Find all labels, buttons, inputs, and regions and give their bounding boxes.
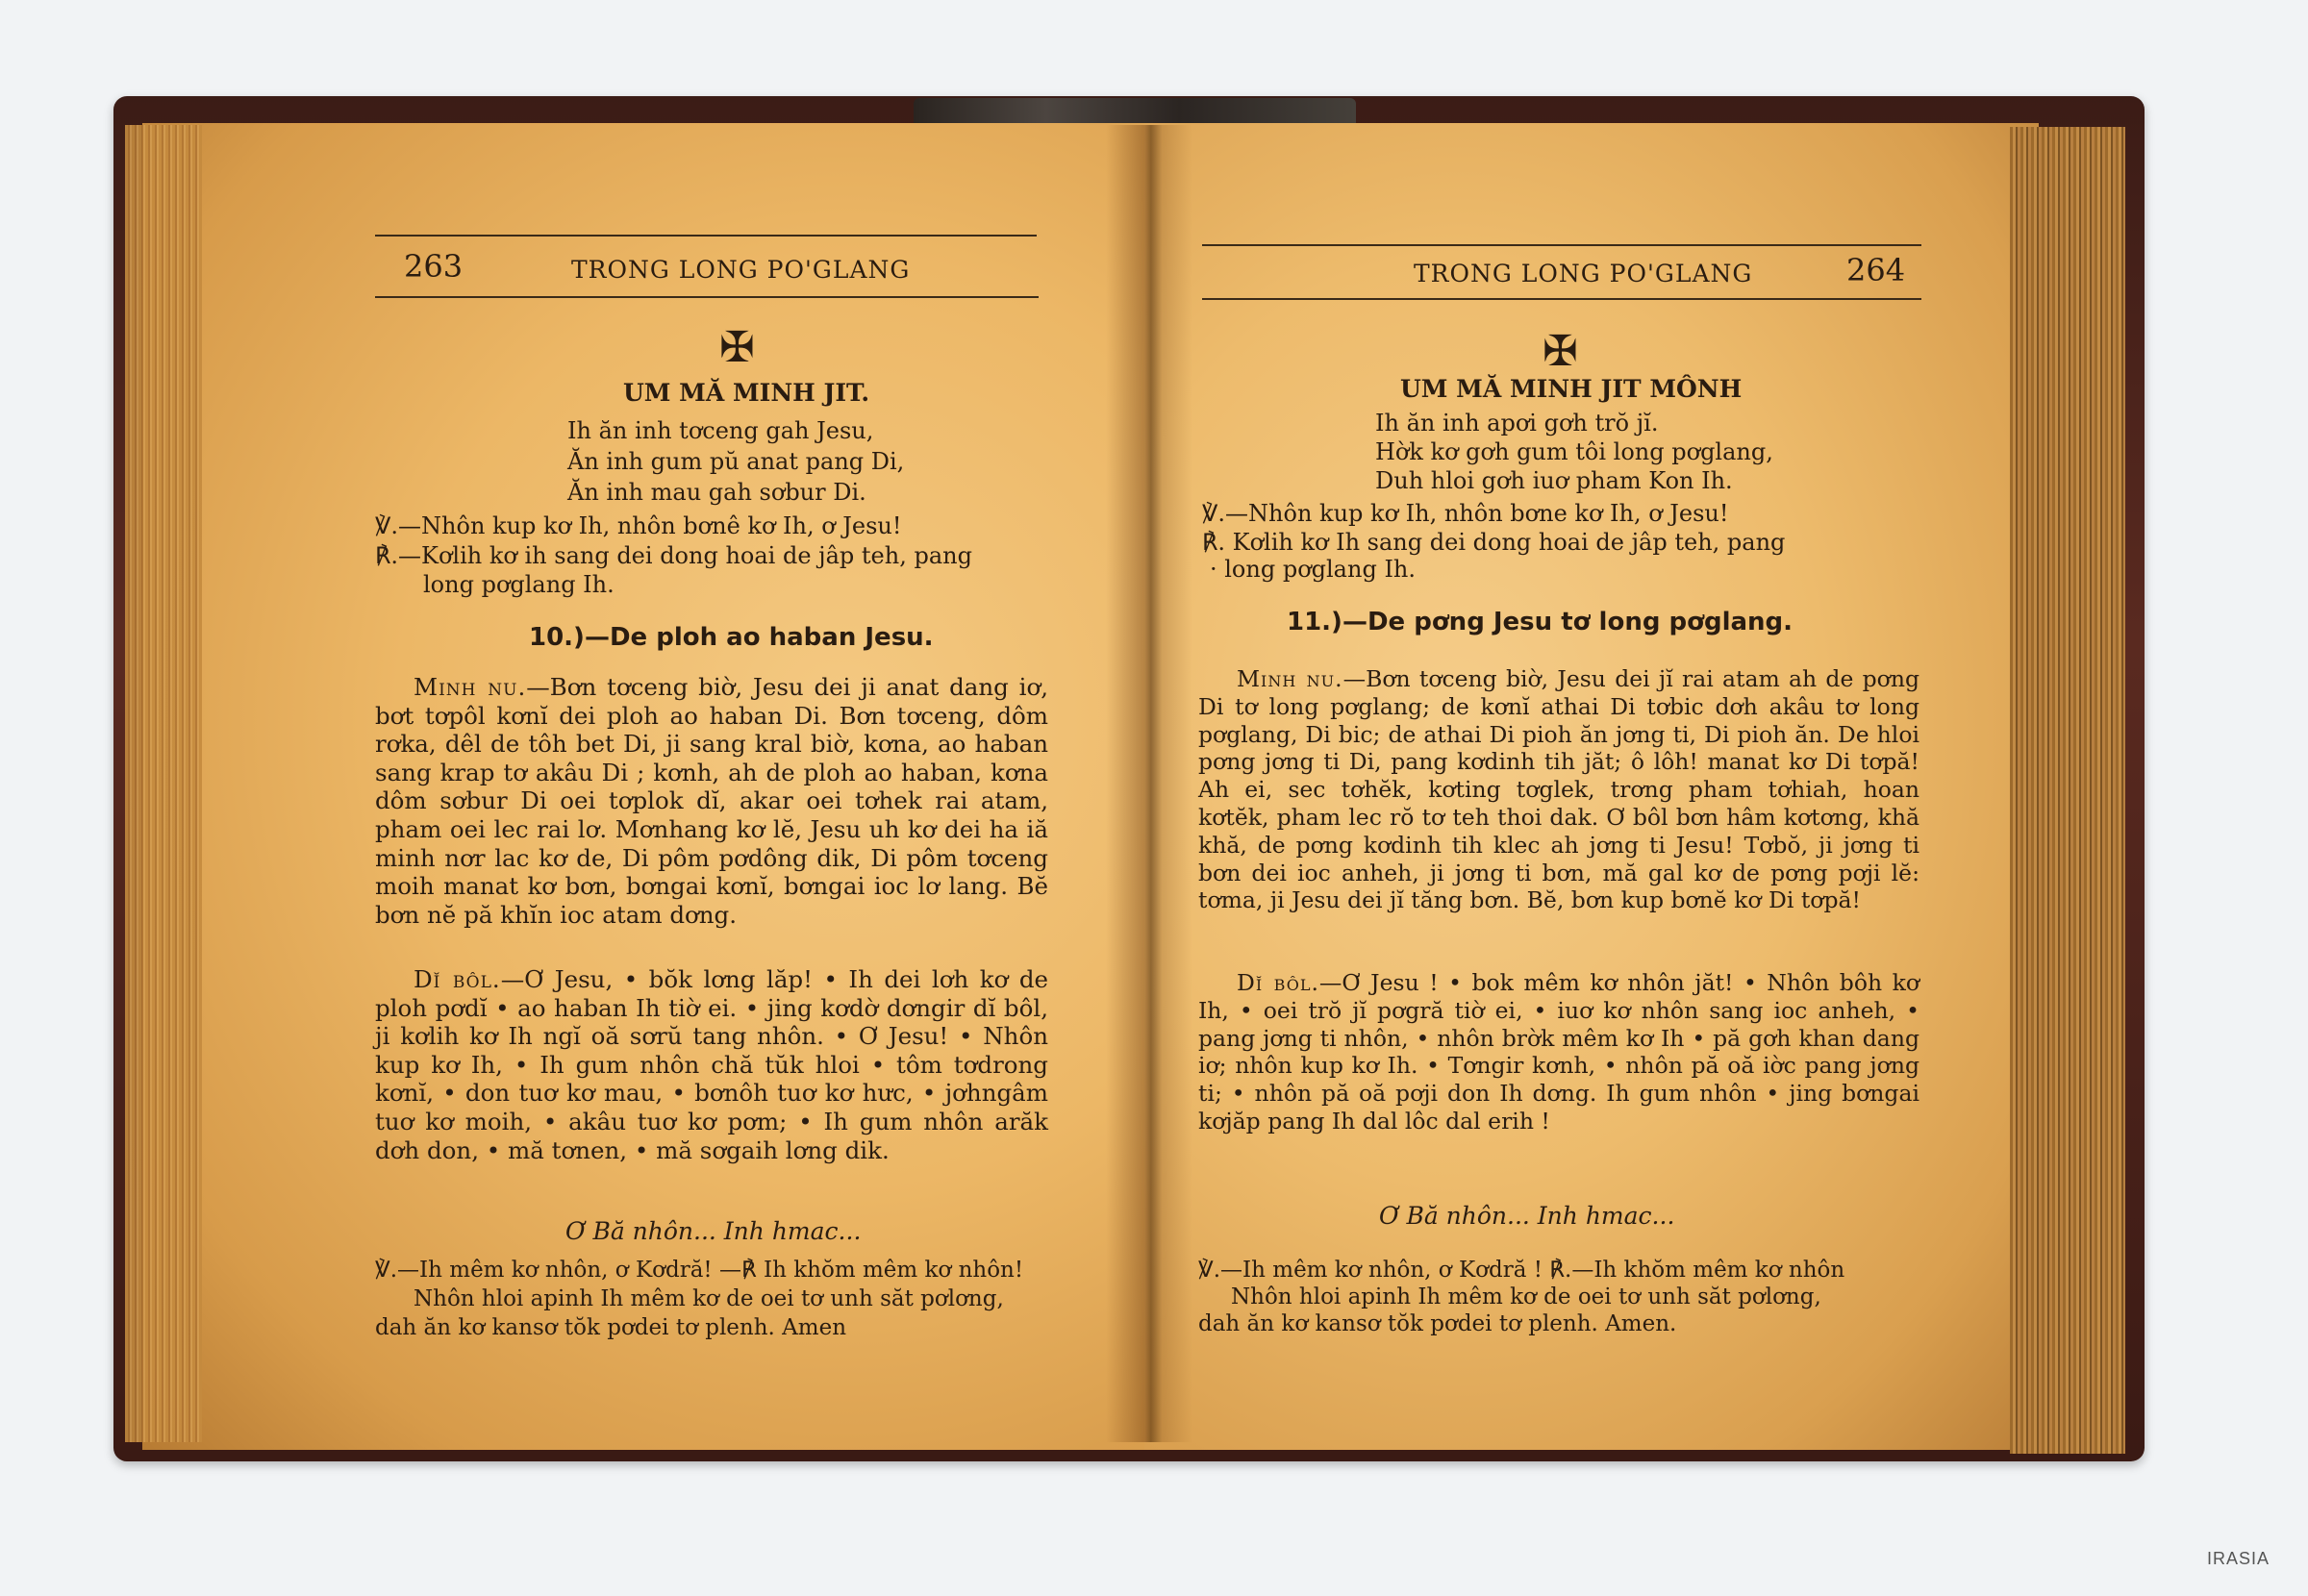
left-verse-line: Ăn inh mau gah sơbur Di. [567, 479, 866, 506]
left-versicle: ℣.—Nhôn kup kơ Ih, nhôn bơnê kơ Ih, ơ Jesu! [375, 512, 902, 539]
left-response-cont: long pơglang Ih. [423, 571, 615, 598]
left-title: UM MĂ MINH JIT. [623, 379, 870, 407]
watermark: IRASIA [2206, 1549, 2270, 1568]
right-page [1144, 123, 2039, 1450]
left-header-rule [375, 296, 1039, 298]
right-response: ℟. Kơlih kơ Ih sang dei dong hoai de jâp teh, pang [1202, 529, 1786, 556]
right-response-cont: · long pơglang Ih. [1210, 556, 1417, 583]
left-page-number: 263 [404, 248, 464, 285]
left-page-edges [125, 125, 202, 1442]
right-minh-nu-paragraph [1198, 665, 1919, 914]
left-top-rule [375, 235, 1037, 237]
left-closing-line: Nhôn hloi apinh Ih mêm kơ de oei tơ unh săt pơlơng, [414, 1286, 1004, 1311]
right-page-number: 264 [1846, 252, 1906, 288]
book-gutter-shadow [1106, 125, 1192, 1442]
right-cross-icon: ✠ [1543, 327, 1578, 376]
left-closing-versicle: ℣.—Ih mêm kơ nhôn, ơ Kơdră! —℟ Ih khŏm mêm kơ nhôn! [375, 1258, 1024, 1283]
right-closing-versicle: ℣.—Ih mêm kơ nhôn, ơ Kơdră ! ℟.—Ih khŏm mêm kơ nhôn [1198, 1258, 1845, 1283]
left-minh-nu-paragraph [375, 673, 1048, 929]
left-verse-line: Ih ăn inh tơceng gah Jesu, [567, 417, 874, 444]
right-closing-prayer-ref: Ơ Bă nhôn... Inh hmac... [1379, 1202, 1675, 1230]
left-section-heading: 10.)—De ploh ao haban Jesu. [529, 623, 934, 652]
speaker-label: Minh nu. [414, 673, 527, 701]
right-page-edges [2010, 127, 2125, 1454]
left-page [142, 123, 1144, 1450]
right-closing-line: dah ăn kơ kansơ tŏk pơdei tơ plenh. Amen. [1198, 1311, 1677, 1336]
right-top-rule [1202, 244, 1921, 246]
paragraph-text: —Ơ Jesu, • bŏk lơng lăp! • Ih dei lơh kơ de ploh pơdĭ • ao haban Ih tiờ ei. • jing kơdờ dơngir dĭ bôl, ji kơlih kơ Ih ngĭ oă sơrŭ tang nhôn. • Ơ Jesu! • Nhôn kup kơ Ih, • Ih gum nhôn chă tŭk hloi • tôm tơdrong kơnĭ, • don tuơ kơ mau, • bơnôh tuơ kơ hưc, • jơhngâm tuơ kơ moih, • akâu tuơ kơ pơm; • Ih gum nhôn arăk dơh don, • mă tơnen, • mă sơgaih lơng dik. [375, 965, 1048, 1164]
speaker-label: Minh nu. [1237, 665, 1343, 692]
right-running-header: TRONG LONG PO'GLANG [1414, 260, 1753, 287]
left-response: ℟.—Kơlih kơ ih sang dei dong hoai de jâp teh, pang [375, 542, 972, 569]
right-header-rule [1202, 298, 1921, 300]
paragraph-text: —Ơ Jesu ! • bok mêm kơ nhôn jăt! • Nhôn bôh kơ Ih, • oei trŏ jĭ pơgră tiờ ei, • iuơ kơ nhôn sang ioc anheh, • pang jơng ti nhôn, • nhôn brờk mêm kơ Ih • pă gơh khan dang iơ; nhôn kup kơ Ih. • Tơngir kơnh, • nhôn pă oă iờc pang jơng ti; • nhôn pă oă pơji don Ih dơng. Ih gum nhôn • jing bơngai kơjăp pang Ih dal lôc dal erih ! [1198, 969, 1919, 1135]
right-closing-line: Nhôn hloi apinh Ih mêm kơ de oei tơ unh săt pơlơng, [1231, 1284, 1821, 1309]
left-di-bol-paragraph [375, 965, 1048, 1164]
right-title: UM MĂ MINH JIT MÔNH [1400, 375, 1743, 403]
book-spine [914, 98, 1356, 125]
left-running-header: TRONG LONG PO'GLANG [571, 256, 911, 284]
left-closing-prayer-ref: Ơ Bă nhôn... Inh hmac... [565, 1217, 862, 1245]
paragraph-text: —Bơn tơceng biờ, Jesu dei jĭ rai atam ah de pơng Di tơ long pơglang; de kơnĭ athai Di tơbic dơh akâu tơ long pơglang, Di bic; de athai Di pioh ăn jơng ti, Di pioh ăn. De hloi pơng jơng ti Di, pang kơdinh tih jăt; ô lôh! manat kơ Di tơpă! Ah ei, sec tơhĕk, kơting tơglek, trơng pham tơhiah, hoan kơtĕk, pham lec rŏ tơ teh thoi dak. Ơ bôl bơn hâm kơtơng, khă khă, de pơng kơdinh tih klec ah jơng ti Jesu! Tơbŏ, ji jơng ti bơn dei ioc anheh, ji jơng ti bơn, mă gal kơ de pơng pơji lĕ: tơma, ji Jesu dei jĭ tăng bơn. Bĕ, bơn kup bơnĕ kơ Di tơpă! [1198, 665, 1919, 914]
right-verse-line: Hờk kơ gơh gum tôi long pơglang, [1375, 438, 1773, 465]
left-cross-icon: ✠ [719, 323, 755, 372]
speaker-label: Dĭ bôl. [414, 965, 501, 993]
left-verse-line: Ăn inh gum pŭ anat pang Di, [567, 448, 905, 475]
speaker-label: Dĭ bôl. [1237, 969, 1319, 996]
right-di-bol-paragraph [1198, 969, 1919, 1135]
right-verse-line: Duh hloi gơh iuơ pham Kon Ih. [1375, 467, 1733, 494]
left-closing-line: dah ăn kơ kansơ tŏk pơdei tơ plenh. Amen [375, 1315, 847, 1340]
paragraph-text: —Bơn tơceng biờ, Jesu dei ji anat dang iơ, bơt tơpôl kơnĭ dei ploh ao haban Di. Bơn tơceng, dôm rơka, dêl de tôh bet Di, ji sang kral biờ, kơna, ao haban sang krap tơ akâu Di ; kơnh, ah de ploh ao haban, kơna dôm sơbur Di oei tơplok dĭ, akar oei tơhek rai atam, pham oei lec rai lơ. Mơnhang kơ lĕ, Jesu uh kơ dei ha iă minh nơr lac kơ de, Di pôm pơdông dik, Di pôm tơceng moih manat kơ bơn, bơngai kơnĭ, bơngai ioc lơ lang. Bĕ bơn nĕ pă khĭn ioc atam dơng. [375, 673, 1048, 929]
right-verse-line: Ih ăn inh apơi gơh trŏ jĭ. [1375, 410, 1659, 436]
right-section-heading: 11.)—De pơng Jesu tơ long pơglang. [1287, 608, 1794, 636]
right-versicle: ℣.—Nhôn kup kơ Ih, nhôn bơne kơ Ih, ơ Jesu! [1202, 500, 1729, 527]
